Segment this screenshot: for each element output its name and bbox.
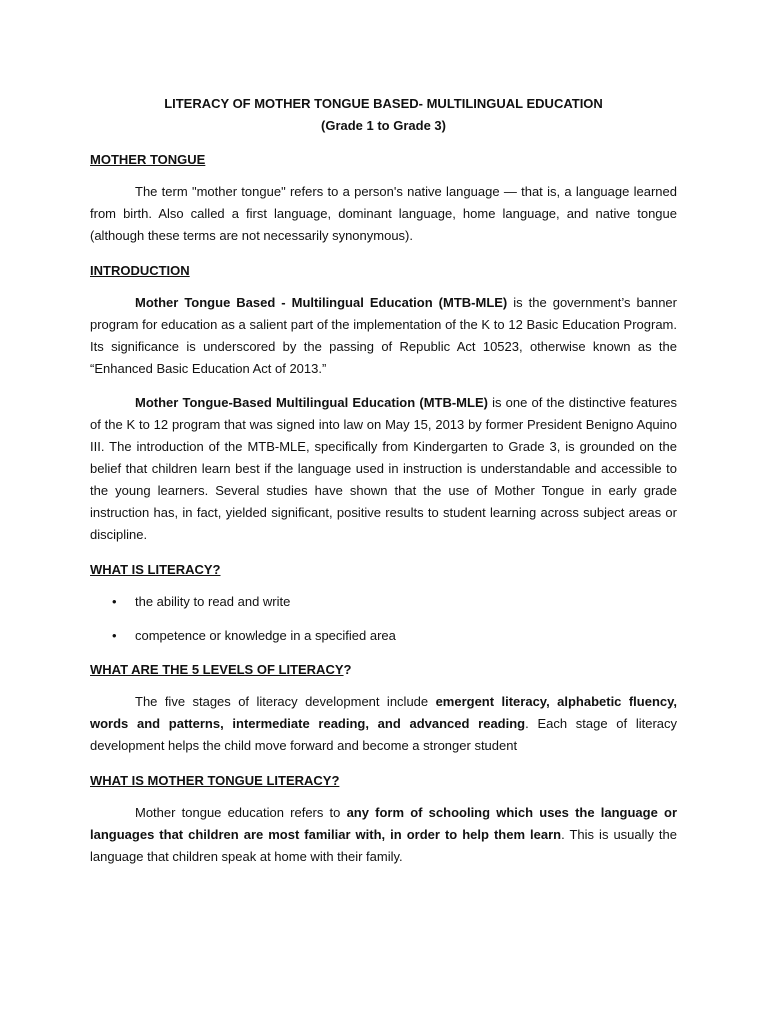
list-item — [90, 591, 677, 613]
heading-mother-tongue: MOTHER TONGUE — [90, 152, 206, 167]
paragraph-text: Mother tongue education refers to — [135, 805, 347, 820]
paragraph-introduction-1 — [90, 292, 677, 380]
paragraph-text: is the government’s banner program for education as a salient part of the implementation of the K to 12 Basic Education Program. Its significance is underscored by the passing of Republic Act 10523, otherwise known as the “Enhanced Basic Education Act of 2013.” — [90, 295, 677, 376]
literacy-stages-list: emergent literacy, alphabetic fluency, words and patterns, intermediate reading, and advanced reading — [90, 694, 677, 731]
paragraph-text: . This is usually the language that children speak at home with their family. — [90, 827, 677, 864]
heading-question-mark: ? — [343, 662, 352, 677]
paragraph-text: The five stages of literacy development include — [135, 694, 436, 709]
paragraph-text: . Each stage of literacy development helps the child move forward and become a stronger student — [90, 716, 677, 753]
paragraph-text: is one of the distinctive features of the K to 12 program that was signed into law on May 15, 2013 by former President Benigno Aquino III. The introduction of the MTB-MLE, specifically from Kindergarten to Grade 3, is grounded on the belief that children learn best if the language used in instruction is understandable and accessible to the young learners. Several studies have shown that the use of Mother Tongue in early grade instruction has, in fact, yielded significant, positive results to student learning across subject areas or discipline. — [90, 395, 677, 542]
heading-mother-tongue-literacy: WHAT IS MOTHER TONGUE LITERACY? — [90, 773, 340, 788]
heading-levels-of-literacy — [90, 659, 677, 681]
list-item-text: competence or knowledge in a specified area — [135, 628, 396, 643]
paragraph-introduction-2 — [90, 392, 677, 546]
paragraph-mother-tongue-literacy — [90, 802, 677, 868]
paragraph-mother-tongue: The term "mother tongue" refers to a person's native language — that is, a language learned from birth. Also called a first language, dominant language, home language, and native tongue (although these terms are not necessarily synonymous). — [90, 184, 677, 243]
literacy-bullet-list — [90, 591, 677, 647]
document-subtitle: (Grade 1 to Grade 3) — [321, 118, 446, 133]
definition-highlight: any form of schooling which uses the language or languages that children are most familiar with, in order to help them learn — [90, 805, 677, 842]
paragraph-levels — [90, 691, 677, 757]
mtb-mle-term: Mother Tongue Based - Multilingual Education (MTB-MLE) — [135, 295, 508, 310]
heading-text: WHAT ARE THE 5 LEVELS OF LITERACY — [90, 662, 344, 677]
list-item — [90, 625, 677, 647]
bullet-icon: • — [112, 628, 117, 643]
mtb-mle-term: Mother Tongue-Based Multilingual Education (MTB-MLE) — [135, 395, 488, 410]
bullet-icon: • — [112, 594, 117, 609]
list-item-text: the ability to read and write — [135, 594, 291, 609]
heading-what-is-literacy: WHAT IS LITERACY? — [90, 562, 221, 577]
heading-introduction: INTRODUCTION — [90, 263, 190, 278]
document-title: LITERACY OF MOTHER TONGUE BASED- MULTILINGUAL EDUCATION — [164, 96, 603, 111]
document-page — [90, 93, 677, 868]
